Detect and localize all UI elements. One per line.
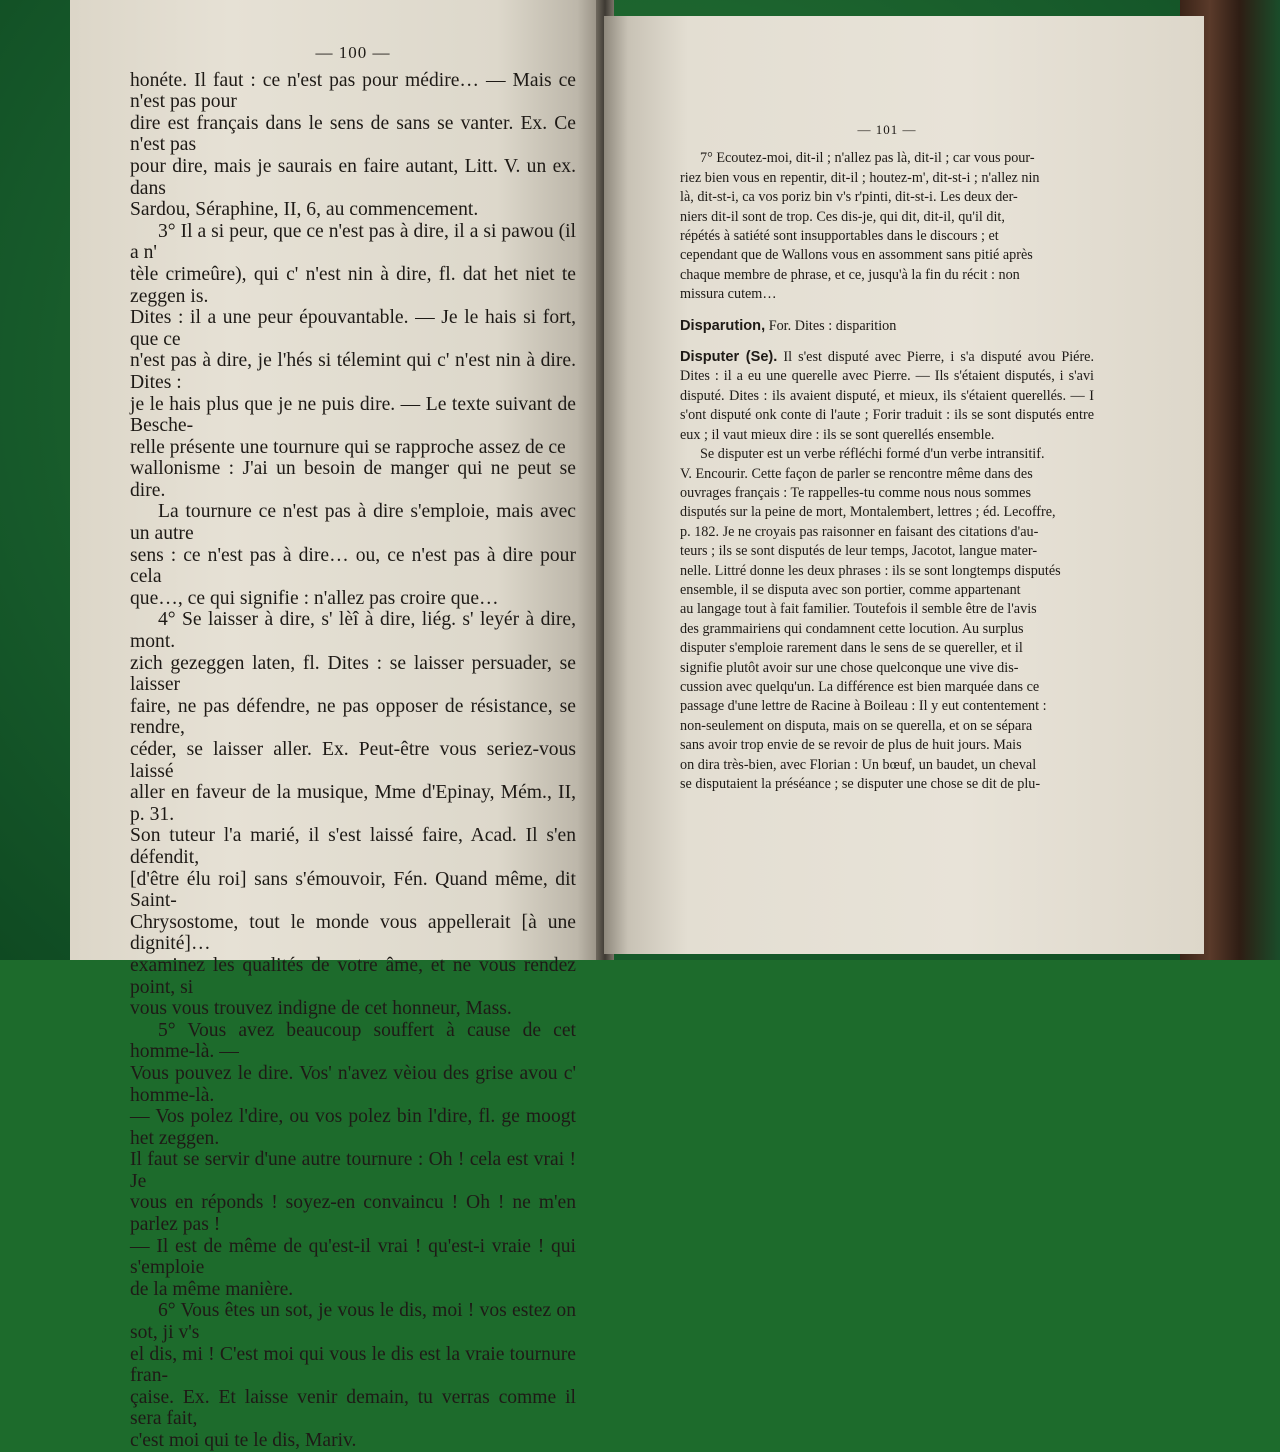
text-line: teurs ; ils se sont disputés de leur temps, Jacotot, langue mater- [680, 543, 1038, 560]
text-line: Piére. Dites : il a eu une querelle avec Pierre. — Ils s'étaient [680, 349, 1095, 385]
text-line: n'est pas à dire, je l'hés si télemint qui c' n'est nin à dire. Dites : [130, 350, 576, 393]
right-page-number: — 101 — [857, 122, 917, 137]
text-line: zich gezeggen laten, fl. Dites : se laisser persuader, se laisser [130, 652, 576, 696]
text-line: el dis, mi ! C'est moi qui vous le dis est la vraie tournure fran- [130, 1343, 576, 1387]
entry-title-disputer: Disputer (Se). [680, 349, 778, 366]
text-line: nelle. Littré donne les deux phrases : ils se sont longtemps disputés [680, 562, 1061, 579]
text-line: 4° Se laisser à dire, s' lèî à dire, liég. s' leyér à dire, mont. [130, 609, 576, 653]
text-line: on dira très-bien, avec Florian : Un bœuf, un baudet, un cheval [680, 756, 1037, 773]
text-line: çaise. Ex. Et laisse venir demain, tu verras comme il sera fait, [130, 1386, 576, 1430]
text-line: c'est moi qui te le dis, Mariv. [130, 1430, 357, 1451]
text-line: 3° Il a si peur, que ce n'est pas à dire, il a si pawou (il a n' [130, 220, 576, 264]
entry-disputer [680, 348, 1094, 445]
text-line: niers dit-il sont de trop. Ces dis-je, qui dit, dit-il, qu'il dit, [680, 208, 1005, 225]
entry-text-disparution: For. Dites : disparition [765, 317, 897, 334]
text-line: passage d'une lettre de Racine à Boileau : Il y eut contentement : [680, 698, 1047, 715]
left-page-number: — 100 — [315, 43, 391, 62]
entry-title-disparution: Disparution, [680, 317, 766, 334]
text-line: ils s'étaient querellés. — I s'ont disputé onk conte di l'aute ; [680, 387, 1094, 424]
text-line: se disputaient la préséance ; se disputer une chose se dit de plu- [680, 776, 1041, 792]
left-page-text [130, 70, 576, 1452]
text-line: wallonisme : J'ai un besoin de manger qui ne peut se dire. [130, 458, 576, 501]
text-line: dire est français dans le sens de sans se vanter. Ex. Ce n'est pas [130, 112, 576, 156]
entry-disparution [680, 317, 1094, 336]
text-line: V. Encourir. Cette façon de parler se rencontre même dans des [680, 465, 1033, 482]
text-line: dire : ils se sont querellés ensemble. [789, 426, 995, 443]
text-line: 6° Vous êtes un sot, je vous le dis, moi ! vos estez on sot, ji v's [130, 1300, 576, 1344]
text-line: ensemble, il se disputa avec son portier, comme appartenant [680, 581, 1021, 598]
right-paragraph-1 [680, 149, 1094, 304]
text-line: Il faut se servir d'une autre tournure : Oh ! cela est vrai ! Je [130, 1149, 576, 1192]
text-line: cussion avec quelqu'un. La différence est bien marquée dans ce [680, 678, 1040, 695]
text-line: Forir traduit : ils se sont disputés entre eux ; il vaut mieux [680, 407, 1094, 443]
text-line: céder, se laisser aller. Ex. Peut-être vous seriez-vous laissé [130, 739, 576, 782]
text-line: chaque membre de phrase, et ce, jusqu'à la fin du récit : non [680, 266, 1020, 283]
text-line: répétés à satiété sont insupportables dans le discours ; et [680, 228, 999, 245]
text-line: que…, ce qui signifie : n'allez pas croire que… [130, 587, 499, 609]
text-line: pour dire, mais je saurais en faire autant, Litt. V. un ex. dans [130, 155, 576, 199]
text-line: riez bien vous en repentir, dit-il ; houtez-m', dit-st-i ; n'allez nin [680, 169, 1040, 186]
text-line: ouvrages français : Te rappelles-tu comme nous nous sommes [680, 484, 1031, 501]
text-line: sens : ce n'est pas à dire… ou, ce n'est pas à dire pour cela [130, 544, 576, 588]
text-line: examinez les qualités de votre âme, et ne vous rendez point, si [130, 954, 576, 998]
text-line: — Vos polez l'dire, ou vos polez bin l'dire, fl. ge moogt het zeggen. [130, 1106, 576, 1149]
text-line: Sardou, Séraphine, II, 6, au commencement. [130, 199, 479, 221]
text-line: sans avoir trop envie de se revoir de plus de huit jours. Mais [680, 737, 1022, 754]
text-line: 5° Vous avez beaucoup souffert à cause de cet homme-là. — [130, 1019, 576, 1063]
text-line: des grammairiens qui condamnent cette locution. Au surplus [680, 620, 1024, 637]
text-line: Chrysostome, tout le monde vous appellerait [à une dignité]… [130, 911, 576, 955]
text-line: tèle crimeûre), qui c' n'est nin à dire, fl. dat het niet te zeggen is. [130, 263, 576, 307]
text-line: non-seulement on disputa, mais on se querella, et on se sépara [680, 717, 1033, 734]
text-line: — Il est de même de qu'est-il vrai ! qu'est-i vraie ! qui s'emploie [130, 1235, 576, 1279]
text-line: disputer s'emploie rarement dans le sens de se quereller, et il [680, 640, 1023, 657]
text-line: La tournure ce n'est pas à dire s'emploie, mais avec un autre [130, 501, 576, 545]
text-line: Il s'est disputé avec Pierre, i s'a disputé avou [783, 349, 1062, 366]
text-line: vous en réponds ! soyez-en convaincu ! Oh ! ne m'en parlez pas ! [130, 1192, 576, 1236]
spacer [680, 305, 1094, 317]
right-paragraph-3 [680, 445, 1094, 794]
text-line: au langage tout à fait familier. Toutefois il semble être de l'avis [680, 601, 1037, 618]
text-line: vous vous trouvez indigne de cet honneur, Mass. [130, 998, 512, 1020]
text-line: signifie plutôt avoir sur une chose quelconque une vive dis- [680, 659, 1019, 676]
spacer [680, 336, 1094, 348]
text-line: Vous pouvez le dire. Vos' n'avez vèiou des grise avou c' homme-là. [130, 1062, 576, 1106]
text-line: aller en faveur de la musique, Mme d'Epinay, Mém., II, p. 31. [130, 782, 576, 825]
text-line: Se disputer est un verbe réfléchi formé d'un verbe intransitif. [700, 446, 1045, 463]
text-line: disputés, i s'avi disputé. Dites : ils avaient disputé, et mieux, [680, 368, 1094, 404]
text-line: relle présente une tournure qui se rapproche assez de ce [130, 436, 566, 458]
text-line: honéte. Il faut : ce n'est pas pour médire… — Mais ce n'est pas pour [130, 69, 576, 113]
text-line: p. 182. Je ne croyais pas raisonner en faisant des citations d'au- [680, 523, 1039, 540]
text-line: je le hais plus que je ne puis dire. — Le texte suivant de Besche- [130, 393, 576, 437]
text-line: Son tuteur l'a marié, il s'est laissé faire, Acad. Il s'en défendit, [130, 825, 576, 868]
text-line: Dites : il a une peur épouvantable. — Je le hais si fort, que ce [130, 307, 576, 350]
text-line: de la même manière. [130, 1278, 294, 1300]
text-line: cependant que de Wallons vous en assomment sans pitié après [680, 247, 1033, 264]
text-line: disputés sur la peine de mort, Montalembert, lettres ; éd. Lecoffre, [680, 504, 1056, 521]
text-line: faire, ne pas défendre, ne pas opposer de résistance, se rendre, [130, 695, 576, 739]
text-line: là, dit-st-i, ca vos poriz bin v's r'pinti, dit-st-i. Les deux der- [680, 189, 1018, 206]
right-page [604, 16, 1204, 954]
text-line: missura cutem… [680, 286, 777, 303]
left-page [70, 0, 604, 1451]
text-line: 7° Ecoutez-moi, dit-il ; n'allez pas là, dit-il ; car vous pour- [700, 150, 1035, 167]
text-line: [d'être élu roi] sans s'émouvoir, Fén. Quand même, dit Saint- [130, 868, 576, 912]
